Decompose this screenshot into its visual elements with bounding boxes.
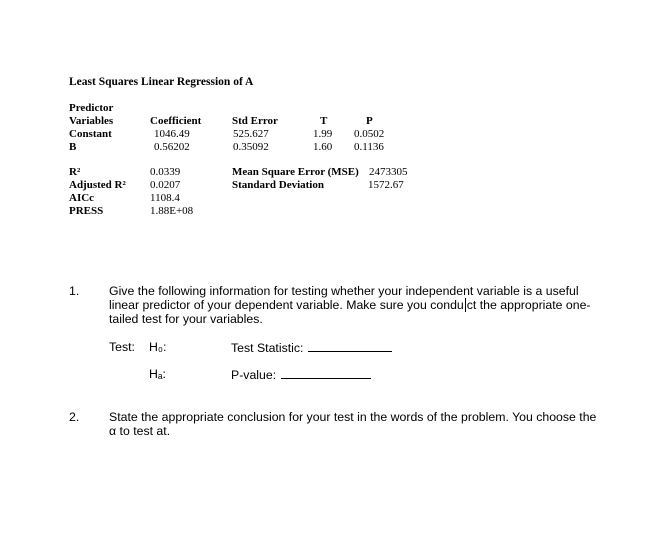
question-1-line2-before-cursor: linear predictor of your dependent variable. Make sure you condu (109, 298, 464, 312)
header-variables: Variables (69, 115, 114, 127)
question-1-number: 1. (69, 284, 80, 298)
test-statistic-field[interactable] (231, 340, 392, 356)
stat-r2-value: 0.0339 (150, 166, 181, 178)
p-value-field[interactable] (231, 367, 371, 383)
row-b-variable: B (69, 141, 77, 153)
row-b-p: 0.1136 (354, 141, 384, 153)
stat-r2-label: R² (69, 166, 81, 178)
header-std-error: Std Error (232, 115, 278, 127)
row-constant-t: 1.99 (313, 128, 333, 140)
stat-mse-label: Mean Square Error (MSE) (232, 166, 359, 178)
question-1-line3: tailed test for your variables. (109, 312, 263, 326)
p-value-label: P-value: (231, 368, 277, 382)
row-b-t: 1.60 (313, 141, 333, 153)
row-b-std-error: 0.35092 (233, 141, 269, 153)
question-1-line2-after-cursor: ct the appropriate one- (466, 298, 591, 312)
stat-press-label: PRESS (69, 205, 104, 217)
header-t: T (320, 115, 328, 127)
test-statistic-label: Test Statistic: (231, 341, 304, 355)
question-2-number: 2. (69, 410, 80, 424)
p-value-blank[interactable] (281, 367, 371, 379)
row-b-coefficient: 0.56202 (154, 141, 190, 153)
stat-adj-r2-value: 0.0207 (150, 179, 181, 191)
header-p: P (366, 115, 373, 127)
stat-std-dev-value: 1572.67 (368, 179, 404, 191)
question-2-line2: α to test at. (109, 424, 171, 438)
row-constant-std-error: 525.627 (233, 128, 269, 140)
test-statistic-blank[interactable] (308, 340, 392, 352)
ha-label: Hₐ: (149, 367, 166, 381)
stat-press-value: 1.88E+08 (150, 205, 194, 217)
header-coefficient: Coefficient (150, 115, 202, 127)
stat-aicc-label: AICc (69, 192, 95, 204)
text-cursor (465, 298, 466, 312)
stat-std-dev-label: Standard Deviation (232, 179, 324, 191)
question-1-line1: Give the following information for testing whether your independent variable is a useful (109, 284, 579, 298)
row-constant-coefficient: 1046.49 (154, 128, 190, 140)
row-constant-variable: Constant (69, 128, 112, 140)
row-constant-p: 0.0502 (354, 128, 385, 140)
stat-adj-r2-label: Adjusted R² (69, 179, 126, 191)
report-title: Least Squares Linear Regression of A (69, 76, 254, 88)
test-label: Test: (109, 340, 135, 354)
h0-label: H₀: (149, 340, 167, 354)
question-2-line1: State the appropriate conclusion for your test in the words of the problem. You choose the (109, 410, 597, 424)
question-1-line2 (109, 298, 591, 313)
stat-mse-value: 2473305 (369, 166, 408, 178)
header-predictor: Predictor (69, 102, 114, 114)
stat-aicc-value: 1108.4 (150, 192, 180, 204)
